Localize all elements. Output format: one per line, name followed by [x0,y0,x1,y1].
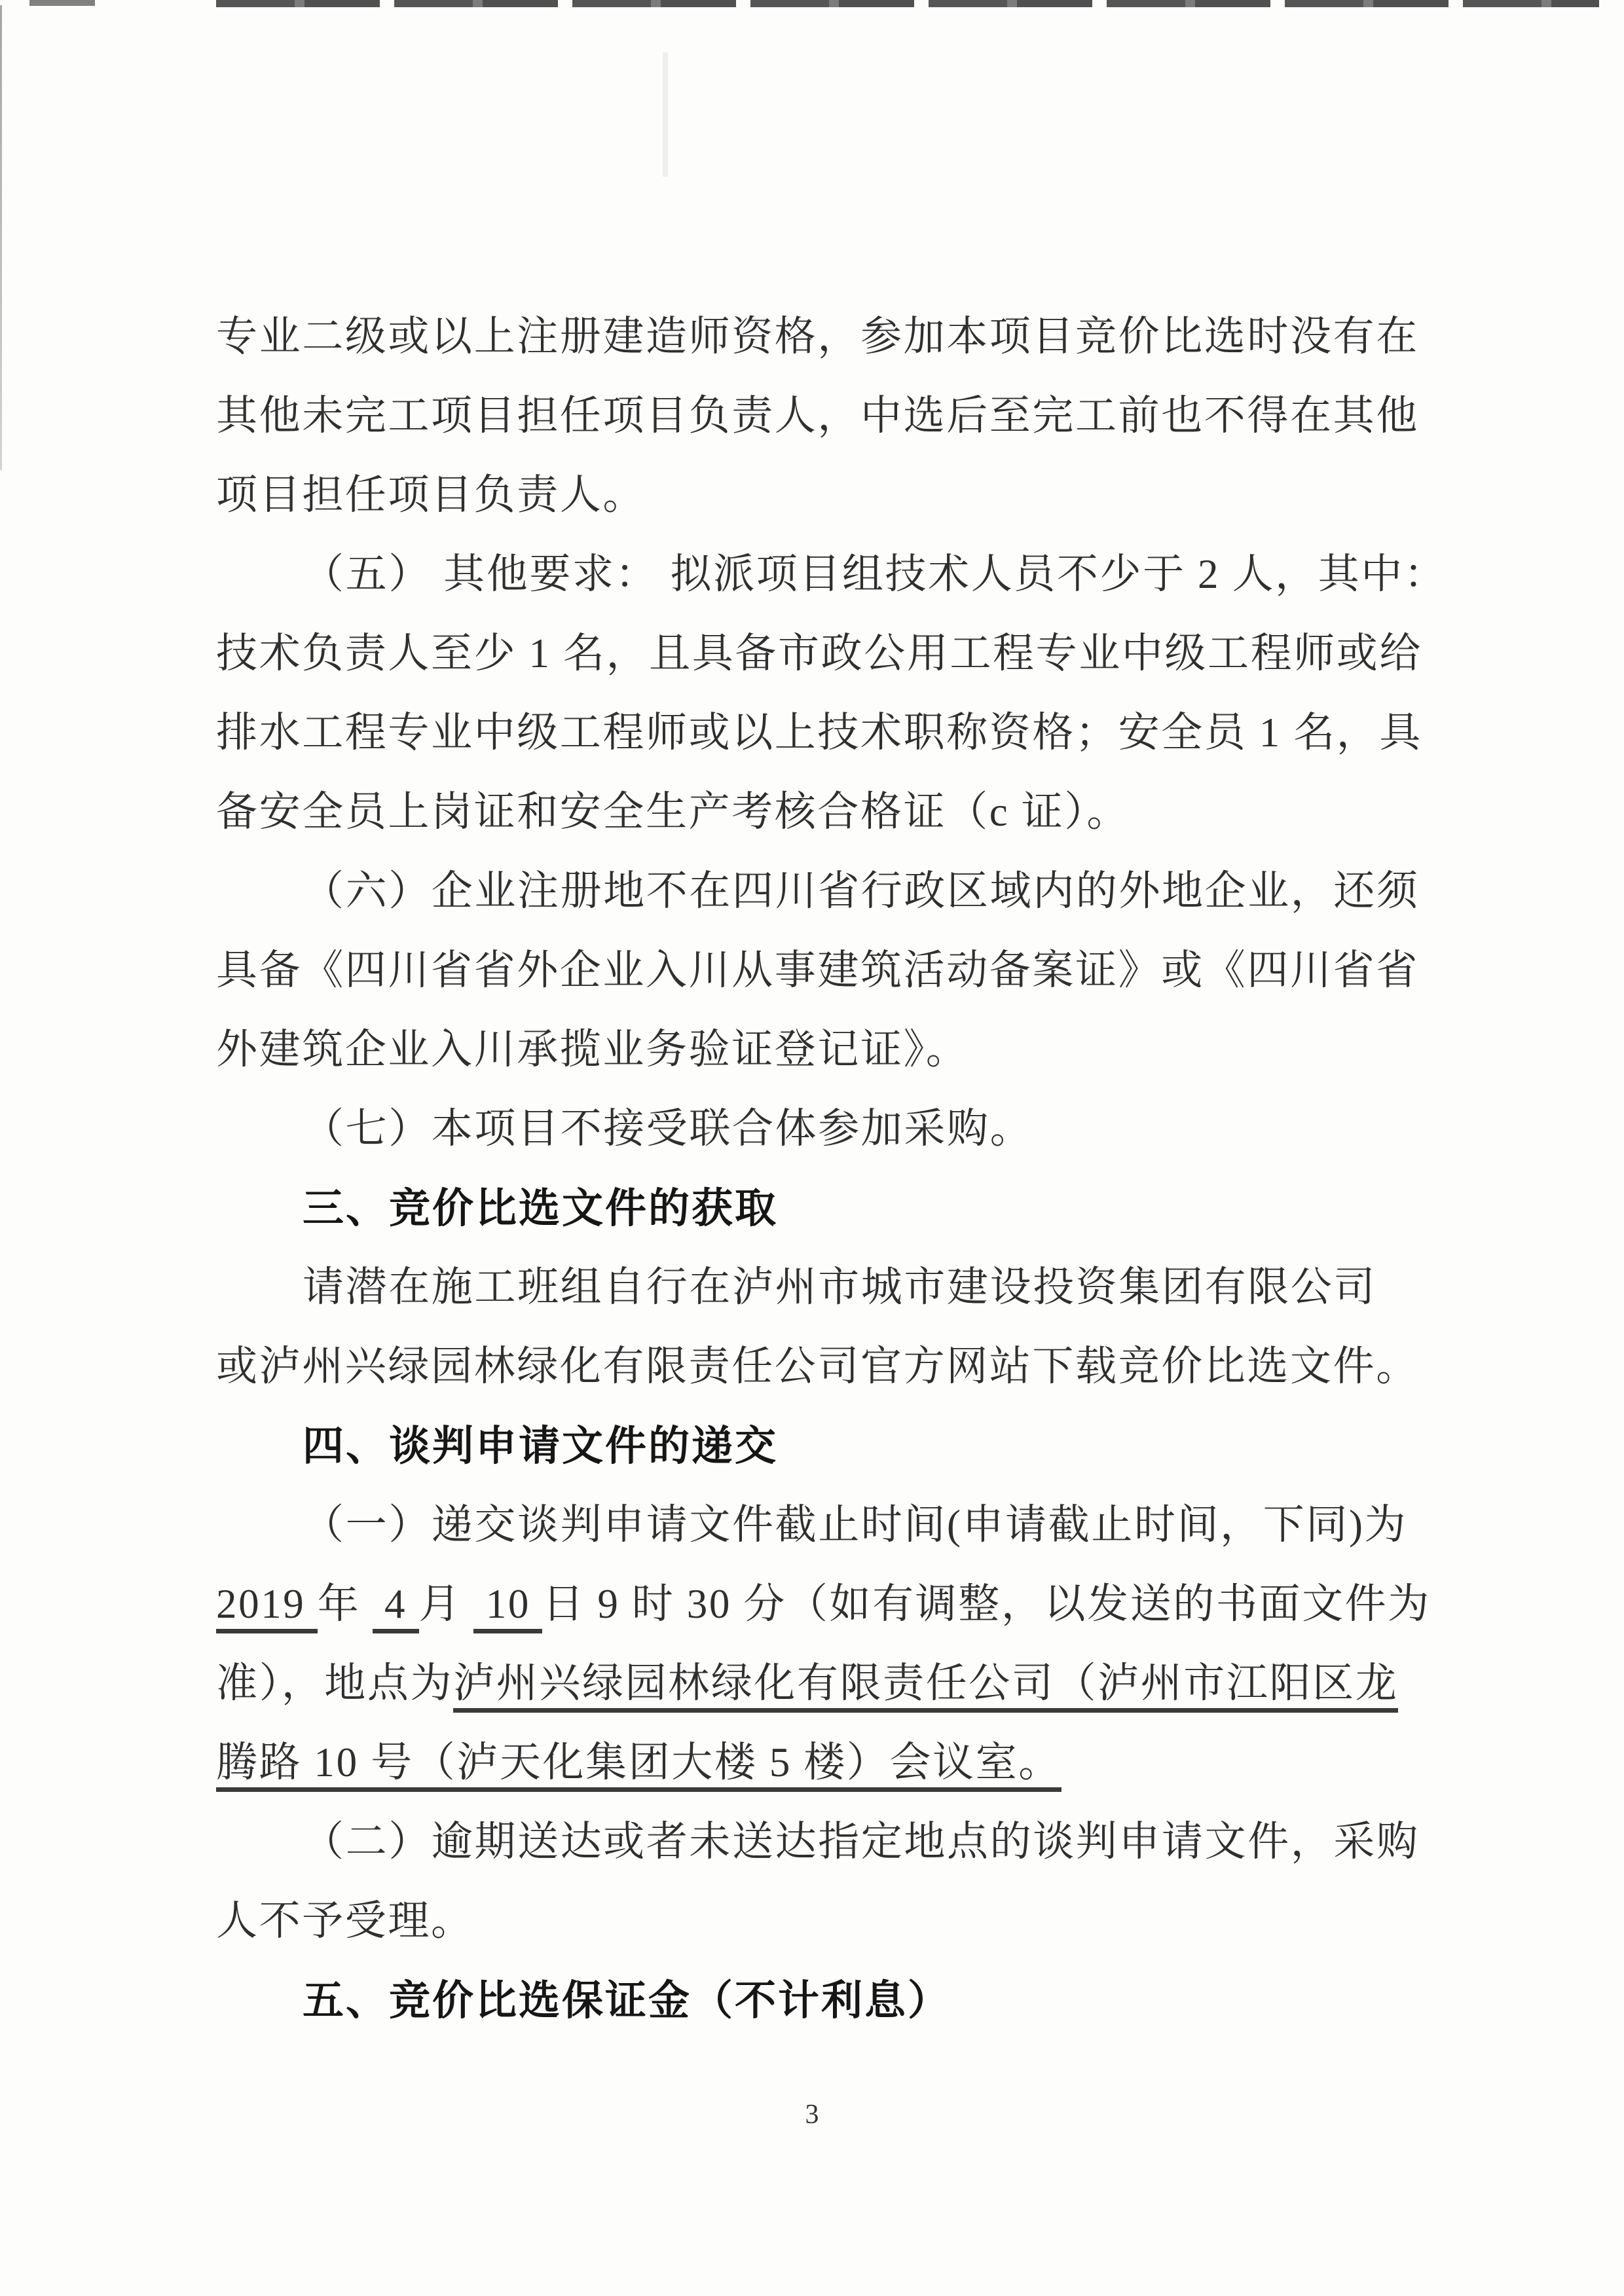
text-segment: 人不予受理。 [216,1898,474,1944]
text-segment: 四、谈判申请文件的递交 [303,1422,778,1470]
text-segment: （二）逾期送达或者未送达指定地点的谈判申请文件，采购 [303,1819,1420,1865]
text-segment: 其他未完工项目担任项目负责人，中选后至完工前也不得在其他 [216,393,1419,439]
text-line [216,931,1424,1010]
underlined-text-segment: 泸州兴绿园林绿化有限责任公司（泸州市江阳区龙 [453,1660,1398,1713]
text-line [216,773,1424,852]
text-segment: 备安全员上岗证和安全生产考核合格证（c 证）。 [216,789,1130,835]
document-lines [216,297,1447,2040]
text-segment: 日 9 时 30 分（如有调整，以发送的书面文件为 [542,1581,1431,1627]
text-segment: （一）递交谈判申请文件截止时间(申请截止时间，下同)为 [303,1502,1408,1548]
text-segment: 请潜在施工班组自行在泸州市城市建设投资集团有限公司 [303,1264,1376,1310]
underlined-text-segment: 腾路 10 号（泸天化集团大楼 5 楼）会议室。 [216,1740,1061,1792]
scan-artifact-faint-streak [663,52,668,177]
text-line [216,1802,1424,1882]
scan-artifact-top-band [216,0,1599,7]
text-segment: 具备《四川省省外企业入川从事建筑活动备案证》或《四川省省 [216,947,1419,993]
text-line [216,1882,1424,1961]
text-line [216,535,1447,614]
text-line [216,693,1424,773]
text-line [216,1644,1424,1723]
section-heading-line [216,1406,1424,1485]
text-segment: 专业二级或以上注册建造师资格，参加本项目竞价比选时没有在 [216,314,1419,359]
text-line [216,456,1424,535]
text-segment: 项目担任项目负责人。 [216,472,646,518]
underlined-text-segment: 4 [373,1581,419,1633]
scan-artifact-top-dash [29,0,95,6]
text-line [216,1327,1424,1406]
page-number: 3 [805,2100,819,2130]
underlined-text-segment: 2019 [216,1581,318,1633]
text-segment: 三、竞价比选文件的获取 [303,1184,778,1232]
text-segment: 五、竞价比选保证金（不计利息） [303,1977,951,2024]
text-line [216,376,1424,456]
text-line [216,1010,1424,1089]
text-segment: 外建筑企业入川承揽业务验证登记证》。 [216,1027,969,1072]
text-line [216,1485,1424,1565]
text-line [216,297,1424,376]
text-segment: （五） 其他要求： 拟派项目组技术人员不少于 2 人，其中： [303,551,1447,597]
text-line [216,1565,1431,1644]
text-line [216,1089,1424,1169]
text-line [216,1248,1424,1327]
scan-artifact-left-edge-line [0,5,2,470]
text-line [216,614,1424,693]
text-segment: 技术负责人至少 1 名，且具备市政公用工程专业中级工程师或给 [216,630,1422,676]
text-segment: （六）企业注册地不在四川省行政区域内的外地企业，还须 [303,868,1420,914]
text-segment: 月 [418,1581,474,1627]
section-heading-line [216,1961,1424,2040]
text-line [216,852,1424,931]
text-segment: 准），地点为 [216,1660,454,1706]
section-heading-line [216,1169,1424,1248]
underlined-text-segment: 10 [473,1581,542,1633]
text-segment: 或泸州兴绿园林绿化有限责任公司官方网站下载竞价比选文件。 [216,1343,1419,1389]
text-line [216,1723,1424,1802]
text-segment: 年 [317,1581,373,1627]
text-segment: 排水工程专业中级工程师或以上技术职称资格；安全员 1 名，具 [216,710,1422,756]
text-segment: （七）本项目不接受联合体参加采购。 [303,1106,1033,1152]
